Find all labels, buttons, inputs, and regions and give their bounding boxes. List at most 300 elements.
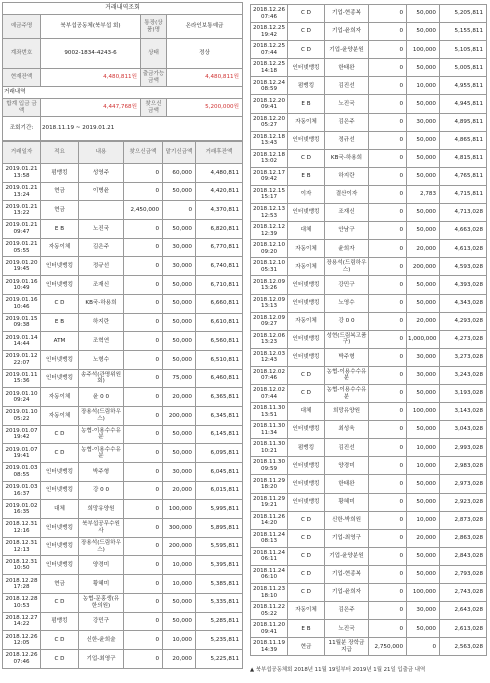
deposit-cell: 10,000 xyxy=(163,556,196,575)
date-cell: 2018.11.23 18:10 xyxy=(251,584,288,602)
type-cell: C D xyxy=(288,511,325,529)
withdraw-cell: 0 xyxy=(369,23,407,41)
balance-cell: 6,560,811 xyxy=(196,332,243,351)
date-cell: 2018.11.20 09:41 xyxy=(251,620,288,638)
date-cell: 2019.01.03 16:37 xyxy=(3,481,41,500)
memo-cell: 김은주 xyxy=(325,113,369,131)
date-cell: 2018.12.18 13:02 xyxy=(251,149,288,167)
balance-cell: 5,595,811 xyxy=(196,537,243,556)
balance-cell: 6,145,811 xyxy=(196,425,243,444)
date-cell: 2018.12.31 10:50 xyxy=(3,556,41,575)
deposit-cell: 50,000 xyxy=(163,612,196,631)
withdraw-cell: 0 xyxy=(369,167,407,185)
date-cell: 2019.01.21 13:58 xyxy=(3,164,41,183)
type-cell: 펌뱅킹 xyxy=(288,77,325,95)
deposit-cell: 20,000 xyxy=(163,649,196,668)
memo-cell: 희망유양원 xyxy=(325,403,369,421)
account-info-table xyxy=(2,2,243,141)
type-cell: 자동이체 xyxy=(41,406,79,425)
table-row xyxy=(3,463,243,482)
table-row xyxy=(251,421,487,439)
table-row xyxy=(251,602,487,620)
date-cell: 2018.12.09 13:13 xyxy=(251,294,288,312)
deposit-cell: 50,000 xyxy=(407,475,440,493)
deposit-cell: 50,000 xyxy=(407,167,440,185)
date-cell: 2018.12.13 12:53 xyxy=(251,204,288,222)
date-cell: 2018.11.24 06:11 xyxy=(251,547,288,565)
type-cell: C D xyxy=(41,425,79,444)
deposit-cell: 300,000 xyxy=(163,519,196,538)
memo-cell: 성현(드림복고품구) xyxy=(325,330,369,348)
withdraw-cell: 2,450,000 xyxy=(124,201,163,220)
withdraw-cell: 0 xyxy=(124,369,163,388)
owner-value: 북부섭공동체(북부섭 회) xyxy=(41,15,141,39)
type-cell: E B xyxy=(288,95,325,113)
date-cell: 2018.12.09 13:26 xyxy=(251,276,288,294)
table-row xyxy=(251,620,487,638)
table-row xyxy=(3,369,243,388)
date-cell: 2018.12.12 12:39 xyxy=(251,222,288,240)
memo-cell: 김진선 xyxy=(325,77,369,95)
date-cell: 2018.12.26 12:05 xyxy=(3,631,41,650)
type-cell: 인터넷뱅킹 xyxy=(41,276,79,295)
withdraw-cell: 0 xyxy=(369,222,407,240)
deposit-cell: 200,000 xyxy=(407,258,440,276)
table-row xyxy=(251,77,487,95)
balance-cell: 2,993,028 xyxy=(440,439,487,457)
deposit-cell: 20,000 xyxy=(407,312,440,330)
balance-cell: 6,345,811 xyxy=(196,406,243,425)
withdraw-cell: 0 xyxy=(369,366,407,384)
type-cell: 인터넷뱅킹 xyxy=(288,131,325,149)
memo-cell: 이병윤 xyxy=(79,182,124,201)
balance-cell: 5,155,811 xyxy=(440,23,487,41)
table-row xyxy=(3,631,243,650)
date-cell: 2018.11.29 18:20 xyxy=(251,475,288,493)
withdraw-cell: 0 xyxy=(124,313,163,332)
date-cell: 2018.12.27 14:22 xyxy=(3,612,41,631)
owner-label: 예금주명 xyxy=(3,15,41,39)
type-cell: C D xyxy=(288,565,325,583)
product-label: 통장(상품)명 xyxy=(141,15,167,39)
balance-cell: 2,873,028 xyxy=(440,511,487,529)
deposit-cell: 20,000 xyxy=(407,240,440,258)
table-row xyxy=(3,182,243,201)
balance-cell: 5,285,811 xyxy=(196,612,243,631)
withdraw-cell: 0 xyxy=(369,511,407,529)
balance-cell: 5,995,811 xyxy=(196,500,243,519)
type-cell: 인터넷뱅킹 xyxy=(41,537,79,556)
memo-cell: KB국-하용희 xyxy=(325,149,369,167)
type-cell: 대체 xyxy=(288,222,325,240)
table-row xyxy=(251,59,487,77)
balance-cell: 3,143,028 xyxy=(440,403,487,421)
table-row xyxy=(3,220,243,239)
deposit-cell: 10,000 xyxy=(407,511,440,529)
deposit-cell: 100,000 xyxy=(163,500,196,519)
deposit-cell: 0 xyxy=(407,638,440,656)
memo-cell: 신한-박희원 xyxy=(325,511,369,529)
date-cell: 2019.01.14 14:44 xyxy=(3,332,41,351)
memo-cell: 김진선 xyxy=(325,439,369,457)
date-cell: 2018.12.02 07:46 xyxy=(251,366,288,384)
date-cell: 2018.11.26 14:20 xyxy=(251,511,288,529)
date-cell: 2018.12.31 12:16 xyxy=(3,519,41,538)
memo-cell: 노영수 xyxy=(325,294,369,312)
withdraw-total-value: 5,200,000원 xyxy=(167,99,243,117)
type-cell: 인터넷뱅킹 xyxy=(41,463,79,482)
table-row xyxy=(3,575,243,594)
type-cell: C D xyxy=(288,384,325,402)
deposit-cell: 50,000 xyxy=(407,59,440,77)
withdraw-cell: 0 xyxy=(369,276,407,294)
type-cell: 펌뱅킹 xyxy=(41,164,79,183)
deposit-cell: 50,000 xyxy=(407,565,440,583)
memo-cell: 김은주 xyxy=(325,602,369,620)
withdraw-cell: 0 xyxy=(369,584,407,602)
balance-cell: 4,713,028 xyxy=(440,204,487,222)
date-cell: 2019.01.02 16:35 xyxy=(3,500,41,519)
table-header-row xyxy=(3,142,243,164)
period-value: 2018.11.19 ~ 2019.01.21 xyxy=(41,117,243,141)
withdraw-cell: 0 xyxy=(124,649,163,668)
deposit-cell: 50,000 xyxy=(407,384,440,402)
withdraw-cell: 2,750,000 xyxy=(369,638,407,656)
memo-cell: 장용석(드림하우스) xyxy=(79,537,124,556)
table-row xyxy=(3,257,243,276)
balance-cell: 2,983,028 xyxy=(440,457,487,475)
table-row xyxy=(251,131,487,149)
deposit-cell: 75,000 xyxy=(163,369,196,388)
deposit-cell: 50,000 xyxy=(163,593,196,612)
table-row xyxy=(251,366,487,384)
table-row xyxy=(251,403,487,421)
deposit-cell: 30,000 xyxy=(407,348,440,366)
memo-cell: KB국-하용희 xyxy=(79,294,124,313)
withdraw-cell: 0 xyxy=(369,41,407,59)
deposit-cell: 50,000 xyxy=(407,493,440,511)
memo-cell: 박주형 xyxy=(325,348,369,366)
type-cell: 대체 xyxy=(41,500,79,519)
type-cell: E B xyxy=(41,220,79,239)
withdraw-cell: 0 xyxy=(124,257,163,276)
left-ledger-panel xyxy=(2,2,242,669)
withdraw-cell: 0 xyxy=(124,631,163,650)
memo-cell: 강민구 xyxy=(325,276,369,294)
withdraw-cell: 0 xyxy=(124,612,163,631)
deposit-cell: 50,000 xyxy=(163,294,196,313)
balance-cell: 4,945,811 xyxy=(440,95,487,113)
date-cell: 2018.11.30 11:34 xyxy=(251,421,288,439)
withdraw-cell: 0 xyxy=(124,500,163,519)
type-cell: 인터넷뱅킹 xyxy=(288,294,325,312)
memo-cell xyxy=(79,201,124,220)
table-row xyxy=(3,500,243,519)
memo-cell: 노진국 xyxy=(79,220,124,239)
table-row xyxy=(3,406,243,425)
balance-cell: 2,863,028 xyxy=(440,529,487,547)
withdraw-cell: 0 xyxy=(124,350,163,369)
deposit-cell: 50,000 xyxy=(163,332,196,351)
withdraw-cell: 0 xyxy=(369,457,407,475)
balance-cell: 6,660,811 xyxy=(196,294,243,313)
type-cell: C D xyxy=(288,584,325,602)
type-cell: 인터넷뱅킹 xyxy=(41,519,79,538)
date-cell: 2018.11.19 14:39 xyxy=(251,638,288,656)
date-cell: 2018.12.26 07:46 xyxy=(251,5,288,23)
table-row xyxy=(251,312,487,330)
memo-cell: 기업-현종복 xyxy=(325,565,369,583)
withdraw-cell: 0 xyxy=(124,332,163,351)
memo-cell: 조재신 xyxy=(325,204,369,222)
type-cell: 인터넷뱅킹 xyxy=(288,475,325,493)
balance-cell: 5,225,811 xyxy=(196,649,243,668)
withdraw-cell: 0 xyxy=(369,493,407,511)
balance-cell: 4,613,028 xyxy=(440,240,487,258)
date-cell: 2018.12.20 09:41 xyxy=(251,95,288,113)
type-cell: 인터넷뱅킹 xyxy=(288,204,325,222)
deposit-cell: 50,000 xyxy=(163,276,196,295)
memo-cell: 11월분 장학금지급 xyxy=(325,638,369,656)
memo-cell: 기업-윤희자 xyxy=(325,23,369,41)
deposit-cell: 30,000 xyxy=(407,366,440,384)
deposit-cell: 30,000 xyxy=(407,113,440,131)
table-row xyxy=(251,113,487,131)
balance-cell: 6,820,811 xyxy=(196,220,243,239)
balance-cell: 4,865,811 xyxy=(440,131,487,149)
table-row xyxy=(251,149,487,167)
date-cell: 2019.01.15 09:38 xyxy=(3,313,41,332)
table-row xyxy=(251,547,487,565)
table-row xyxy=(251,95,487,113)
date-cell: 2018.12.25 14:18 xyxy=(251,59,288,77)
memo-cell: 윤 0 0 xyxy=(79,388,124,407)
table-row xyxy=(3,444,243,463)
balance-cell: 3,043,028 xyxy=(440,421,487,439)
table-row xyxy=(251,330,487,348)
type-cell: 인터넷뱅킹 xyxy=(41,556,79,575)
table-row xyxy=(251,5,487,23)
withdraw-cell: 0 xyxy=(124,406,163,425)
type-cell: 자동이체 xyxy=(288,240,325,258)
date-cell: 2018.12.28 10:53 xyxy=(3,593,41,612)
type-cell: C D xyxy=(288,529,325,547)
type-cell: 현금 xyxy=(288,638,325,656)
table-row xyxy=(251,348,487,366)
deposit-cell: 50,000 xyxy=(407,95,440,113)
table-row xyxy=(251,276,487,294)
withdraw-cell: 0 xyxy=(369,421,407,439)
table-row xyxy=(3,350,243,369)
date-cell: 2018.12.06 13:23 xyxy=(251,330,288,348)
type-cell: 대체 xyxy=(288,403,325,421)
deposit-cell: 100,000 xyxy=(407,584,440,602)
withdraw-cell: 0 xyxy=(124,182,163,201)
available-label: 출금가능금액 xyxy=(141,69,167,87)
withdraw-cell: 0 xyxy=(369,131,407,149)
type-cell: C D xyxy=(41,294,79,313)
deposit-cell: 200,000 xyxy=(163,537,196,556)
withdraw-cell: 0 xyxy=(369,348,407,366)
balance-cell: 2,793,028 xyxy=(440,565,487,583)
deposit-cell: 10,000 xyxy=(407,457,440,475)
withdraw-cell: 0 xyxy=(124,537,163,556)
status-label: 상태 xyxy=(141,39,167,69)
type-cell: 이자 xyxy=(288,185,325,203)
deposit-cell: 50,000 xyxy=(407,620,440,638)
deposit-cell: 50,000 xyxy=(163,350,196,369)
table-row xyxy=(3,201,243,220)
deposit-cell: 50,000 xyxy=(163,425,196,444)
memo-cell: 농협-이용수수유분 xyxy=(79,444,124,463)
memo-cell: 황혜미 xyxy=(79,575,124,594)
memo-cell: 북부섭공무수원사 xyxy=(79,519,124,538)
table-row xyxy=(3,313,243,332)
deposit-cell: 100,000 xyxy=(407,41,440,59)
balance-cell: 4,370,811 xyxy=(196,201,243,220)
balance-cell: 6,365,811 xyxy=(196,388,243,407)
deposit-cell: 100,000 xyxy=(407,403,440,421)
balance-cell: 5,385,811 xyxy=(196,575,243,594)
withdraw-cell: 0 xyxy=(124,481,163,500)
type-cell: C D xyxy=(41,444,79,463)
date-cell: 2018.12.10 09:20 xyxy=(251,240,288,258)
table-row xyxy=(251,511,487,529)
balance-cell: 6,770,811 xyxy=(196,238,243,257)
withdraw-cell: 0 xyxy=(124,164,163,183)
deposit-cell: 50,000 xyxy=(407,149,440,167)
deposit-cell: 30,000 xyxy=(163,238,196,257)
withdraw-cell: 0 xyxy=(369,294,407,312)
withdraw-cell: 0 xyxy=(369,529,407,547)
date-cell: 2019.01.12 22:07 xyxy=(3,350,41,369)
available-value: 4,480,811원 xyxy=(167,69,243,87)
type-cell: 인터넷뱅킹 xyxy=(41,257,79,276)
memo-cell: 기업-최영구 xyxy=(79,649,124,668)
withdraw-cell: 0 xyxy=(124,593,163,612)
table-row xyxy=(251,384,487,402)
column-header: 거래일자 xyxy=(3,142,41,164)
type-cell: E B xyxy=(41,313,79,332)
date-cell: 2019.01.16 10:49 xyxy=(3,276,41,295)
type-cell: C D xyxy=(41,649,79,668)
balance-cell: 5,205,811 xyxy=(440,5,487,23)
memo-cell: 조혁연 xyxy=(79,332,124,351)
withdraw-cell: 0 xyxy=(124,388,163,407)
date-cell: 2019.01.21 13:24 xyxy=(3,182,41,201)
memo-cell: 하지란 xyxy=(325,167,369,185)
deposit-cell: 0 xyxy=(163,201,196,220)
memo-cell: 기업-윤양분원 xyxy=(325,547,369,565)
type-cell: 인터넷뱅킹 xyxy=(41,369,79,388)
type-cell: 자동이체 xyxy=(288,258,325,276)
type-cell: 인터넷뱅킹 xyxy=(288,276,325,294)
memo-cell: 최성욱 xyxy=(325,421,369,439)
column-header: 적요 xyxy=(41,142,79,164)
type-cell: C D xyxy=(288,41,325,59)
table-row xyxy=(251,258,487,276)
type-cell: 펌뱅킹 xyxy=(41,612,79,631)
memo-cell: 정규선 xyxy=(79,257,124,276)
date-cell: 2018.12.09 09:27 xyxy=(251,312,288,330)
memo-cell: 조재신 xyxy=(79,276,124,295)
date-cell: 2018.12.25 07:44 xyxy=(251,41,288,59)
balance-cell: 2,973,028 xyxy=(440,475,487,493)
withdraw-cell: 0 xyxy=(369,475,407,493)
deposit-cell: 20,000 xyxy=(163,481,196,500)
type-cell: 인터넷뱅킹 xyxy=(288,421,325,439)
deposit-cell: 50,000 xyxy=(407,131,440,149)
date-cell: 2019.01.07 19:41 xyxy=(3,444,41,463)
deposit-cell: 2,783 xyxy=(407,185,440,203)
product-value: 온라인보통예금 xyxy=(167,15,243,39)
type-cell: C D xyxy=(41,593,79,612)
memo-cell: 한태완 xyxy=(325,59,369,77)
withdraw-cell: 0 xyxy=(369,602,407,620)
memo-cell: 농협-이용수수유분 xyxy=(79,425,124,444)
type-cell: E B xyxy=(288,620,325,638)
deposit-cell: 50,000 xyxy=(407,222,440,240)
balance-cell: 4,393,028 xyxy=(440,276,487,294)
deposit-cell: 50,000 xyxy=(407,294,440,312)
type-cell: 자동이체 xyxy=(288,312,325,330)
table-row xyxy=(3,519,243,538)
deposit-cell: 10,000 xyxy=(163,631,196,650)
balance-cell: 4,293,028 xyxy=(440,312,487,330)
memo-cell: 기업-윤양분원 xyxy=(325,41,369,59)
deposit-cell: 50,000 xyxy=(163,182,196,201)
date-cell: 2019.01.20 19:45 xyxy=(3,257,41,276)
type-cell: C D xyxy=(41,631,79,650)
date-cell: 2018.12.17 09:42 xyxy=(251,167,288,185)
type-cell: C D xyxy=(288,23,325,41)
table-row xyxy=(251,584,487,602)
withdraw-cell: 0 xyxy=(369,547,407,565)
date-cell: 2018.11.24 06:10 xyxy=(251,565,288,583)
balance-cell: 3,243,028 xyxy=(440,366,487,384)
table-row xyxy=(251,529,487,547)
balance-cell: 4,273,028 xyxy=(440,330,487,348)
memo-cell: 강 0 0 xyxy=(79,481,124,500)
balance-cell: 5,235,811 xyxy=(196,631,243,650)
type-cell: 현금 xyxy=(41,575,79,594)
withdraw-cell: 0 xyxy=(369,113,407,131)
table-row xyxy=(3,276,243,295)
date-cell: 2018.12.25 19:42 xyxy=(251,23,288,41)
type-cell: 인터넷뱅킹 xyxy=(288,457,325,475)
withdraw-cell: 0 xyxy=(369,403,407,421)
deposit-cell: 30,000 xyxy=(407,602,440,620)
table-row xyxy=(3,332,243,351)
memo-cell: 박주형 xyxy=(79,463,124,482)
date-cell: 2019.01.07 19:42 xyxy=(3,425,41,444)
caption: ▲ 북부섭공동체회 2018년 11월 19일부터 2019년 1월 21일 입출금 내역 xyxy=(250,667,426,673)
date-cell: 2018.12.31 12:13 xyxy=(3,537,41,556)
withdraw-cell: 0 xyxy=(124,575,163,594)
page-title: 거래내역조회 xyxy=(3,3,243,15)
withdraw-cell: 0 xyxy=(369,149,407,167)
balance-cell: 6,460,811 xyxy=(196,369,243,388)
date-cell: 2018.12.24 08:59 xyxy=(251,77,288,95)
date-cell: 2018.12.26 07:46 xyxy=(3,649,41,668)
table-row xyxy=(3,425,243,444)
memo-cell: 노진국 xyxy=(325,95,369,113)
table-row xyxy=(251,240,487,258)
memo-cell: 기업-최영구 xyxy=(325,529,369,547)
account-number-label: 계좌번호 xyxy=(3,39,41,69)
transaction-table-left xyxy=(2,141,243,669)
date-cell: 2019.01.16 10:46 xyxy=(3,294,41,313)
